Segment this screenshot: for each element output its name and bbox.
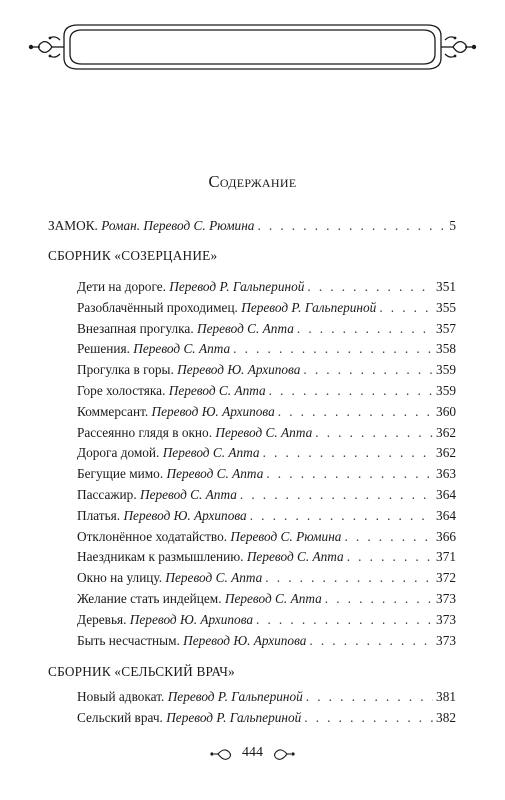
entry-title: Окно на улицу. xyxy=(77,570,163,585)
toc-entry xyxy=(77,444,456,462)
entry-translator: Перевод Ю. Архипова xyxy=(151,404,275,419)
entry-title: Горе холостяка. xyxy=(77,383,166,398)
entry-page-number: 358 xyxy=(436,341,456,356)
entry-translator: Перевод С. Апта xyxy=(139,487,237,502)
toc-entry xyxy=(77,340,456,358)
entry-translator: Перевод Ю. Архипова xyxy=(123,508,247,523)
toc-entry xyxy=(77,278,456,296)
toc-entry xyxy=(77,382,456,400)
entry-title: Желание стать индейцем. xyxy=(77,591,222,606)
dot-leader xyxy=(307,278,433,296)
entry-page-number: 359 xyxy=(436,362,456,377)
entry-translator: Перевод С. Апта xyxy=(165,570,263,585)
dot-leader xyxy=(240,486,433,504)
dot-leader xyxy=(263,444,433,462)
entry-page-number: 351 xyxy=(436,279,456,294)
entry-translator: Перевод С. Апта xyxy=(162,445,260,460)
dot-leader xyxy=(266,465,433,483)
entry-title: Прогулка в горы. xyxy=(77,362,174,377)
entry-page-number: 362 xyxy=(436,445,456,460)
entry-translator: Перевод С. Апта xyxy=(224,591,322,606)
entry-page-number: 364 xyxy=(436,487,456,502)
dot-leader xyxy=(347,548,433,566)
entry-translator: Перевод Ю. Архипова xyxy=(183,633,307,648)
entry-title: Платья. xyxy=(77,508,121,523)
toc-entry xyxy=(77,486,456,504)
entry-page-number: 357 xyxy=(436,321,456,336)
toc-entry xyxy=(77,688,456,706)
toc-entry xyxy=(77,403,456,421)
entry-page-number: 362 xyxy=(436,425,456,440)
entry-translator: Перевод Р. Гальпериной xyxy=(169,279,305,294)
entry-title: Пассажир. xyxy=(77,487,137,502)
entry-page-number: 355 xyxy=(436,300,456,315)
header-ornament xyxy=(0,0,505,110)
entry-title: Сельский врач. xyxy=(77,710,163,725)
entry-page-number: 366 xyxy=(436,529,456,544)
entry-translator: Перевод С. Апта xyxy=(246,549,344,564)
dot-leader xyxy=(315,424,433,442)
entry-translator: Роман. Перевод С. Рюмина xyxy=(101,218,255,233)
entry-title: Рассеянно глядя в окно. xyxy=(77,425,213,440)
dot-leader xyxy=(297,320,433,338)
entry-page-number: 382 xyxy=(436,710,456,725)
entry-page-number: 5 xyxy=(449,218,456,233)
entry-translator: Перевод Р. Гальпериной xyxy=(166,710,302,725)
dot-leader xyxy=(233,340,433,358)
entry-title: Дорога домой. xyxy=(77,445,160,460)
toc-entry xyxy=(77,320,456,338)
toc-entry xyxy=(77,548,456,566)
entry-title: Новый адвокат. xyxy=(77,689,165,704)
toc-entry xyxy=(77,361,456,379)
entry-title: Дети на дороге. xyxy=(77,279,166,294)
entry-title: Бегущие мимо. xyxy=(77,466,164,481)
entry-title: Внезапная прогулка. xyxy=(77,321,194,336)
dot-leader xyxy=(269,382,433,400)
page-footer xyxy=(0,742,505,766)
dot-leader xyxy=(250,507,433,525)
entry-page-number: 359 xyxy=(436,383,456,398)
entry-title: Быть несчастным. xyxy=(77,633,180,648)
toc-entry xyxy=(77,528,456,546)
toc-entry xyxy=(48,217,456,235)
dot-leader xyxy=(278,403,433,421)
toc-entry xyxy=(77,299,456,317)
dot-leader xyxy=(304,709,433,727)
entry-title: Решения. xyxy=(77,341,130,356)
toc-entry xyxy=(77,424,456,442)
entry-translator: Перевод С. Апта xyxy=(166,466,264,481)
dot-leader xyxy=(309,632,433,650)
entry-page-number: 381 xyxy=(436,689,456,704)
section-heading: СБОРНИК «СЕЛЬСКИЙ ВРАЧ» xyxy=(48,664,235,679)
entry-translator: Перевод С. Апта xyxy=(168,383,266,398)
dot-leader xyxy=(265,569,433,587)
entry-title: Деревья. xyxy=(77,612,127,627)
entry-page-number: 364 xyxy=(436,508,456,523)
entry-page-number: 373 xyxy=(436,612,456,627)
toc-entry xyxy=(77,611,456,629)
section-heading: СБОРНИК «СОЗЕРЦАНИЕ» xyxy=(48,248,218,263)
toc-entry xyxy=(77,590,456,608)
entry-translator: Перевод Ю. Архипова xyxy=(129,612,254,627)
page-number: 444 xyxy=(242,745,263,760)
entry-translator: Перевод С. Апта xyxy=(196,321,294,336)
dot-leader xyxy=(344,528,433,546)
entry-translator: Перевод С. Апта xyxy=(215,425,313,440)
entry-page-number: 373 xyxy=(436,591,456,606)
toc-entry xyxy=(77,569,456,587)
toc-entry xyxy=(77,709,456,727)
toc-entry xyxy=(77,507,456,525)
entry-title: Коммерсант. xyxy=(77,404,149,419)
entry-page-number: 372 xyxy=(436,570,456,585)
entry-page-number: 371 xyxy=(436,549,456,564)
dot-leader xyxy=(325,590,433,608)
entry-title: Разоблачённый проходимец. xyxy=(77,300,238,315)
entry-page-number: 360 xyxy=(436,404,456,419)
dot-leader xyxy=(379,299,433,317)
entry-translator: Перевод Р. Гальпериной xyxy=(241,300,377,315)
entry-page-number: 373 xyxy=(436,633,456,648)
toc-entry xyxy=(77,465,456,483)
dot-leader xyxy=(303,361,433,379)
entry-translator: Перевод С. Рюмина xyxy=(230,529,342,544)
entry-page-number: 363 xyxy=(436,466,456,481)
entry-translator: Перевод С. Апта xyxy=(133,341,231,356)
dot-leader xyxy=(257,217,443,235)
page-title: Содержание xyxy=(208,172,297,191)
entry-title: ЗАМОК. xyxy=(48,218,98,233)
dot-leader xyxy=(306,688,433,706)
entry-title: Наездникам к размышлению. xyxy=(77,549,244,564)
dot-leader xyxy=(256,611,433,629)
entry-translator: Перевод Р. Гальпериной xyxy=(167,689,303,704)
entry-translator: Перевод Ю. Архипова xyxy=(177,362,301,377)
toc-entry xyxy=(77,632,456,650)
entry-title: Отклонённое ходатайство. xyxy=(77,529,228,544)
